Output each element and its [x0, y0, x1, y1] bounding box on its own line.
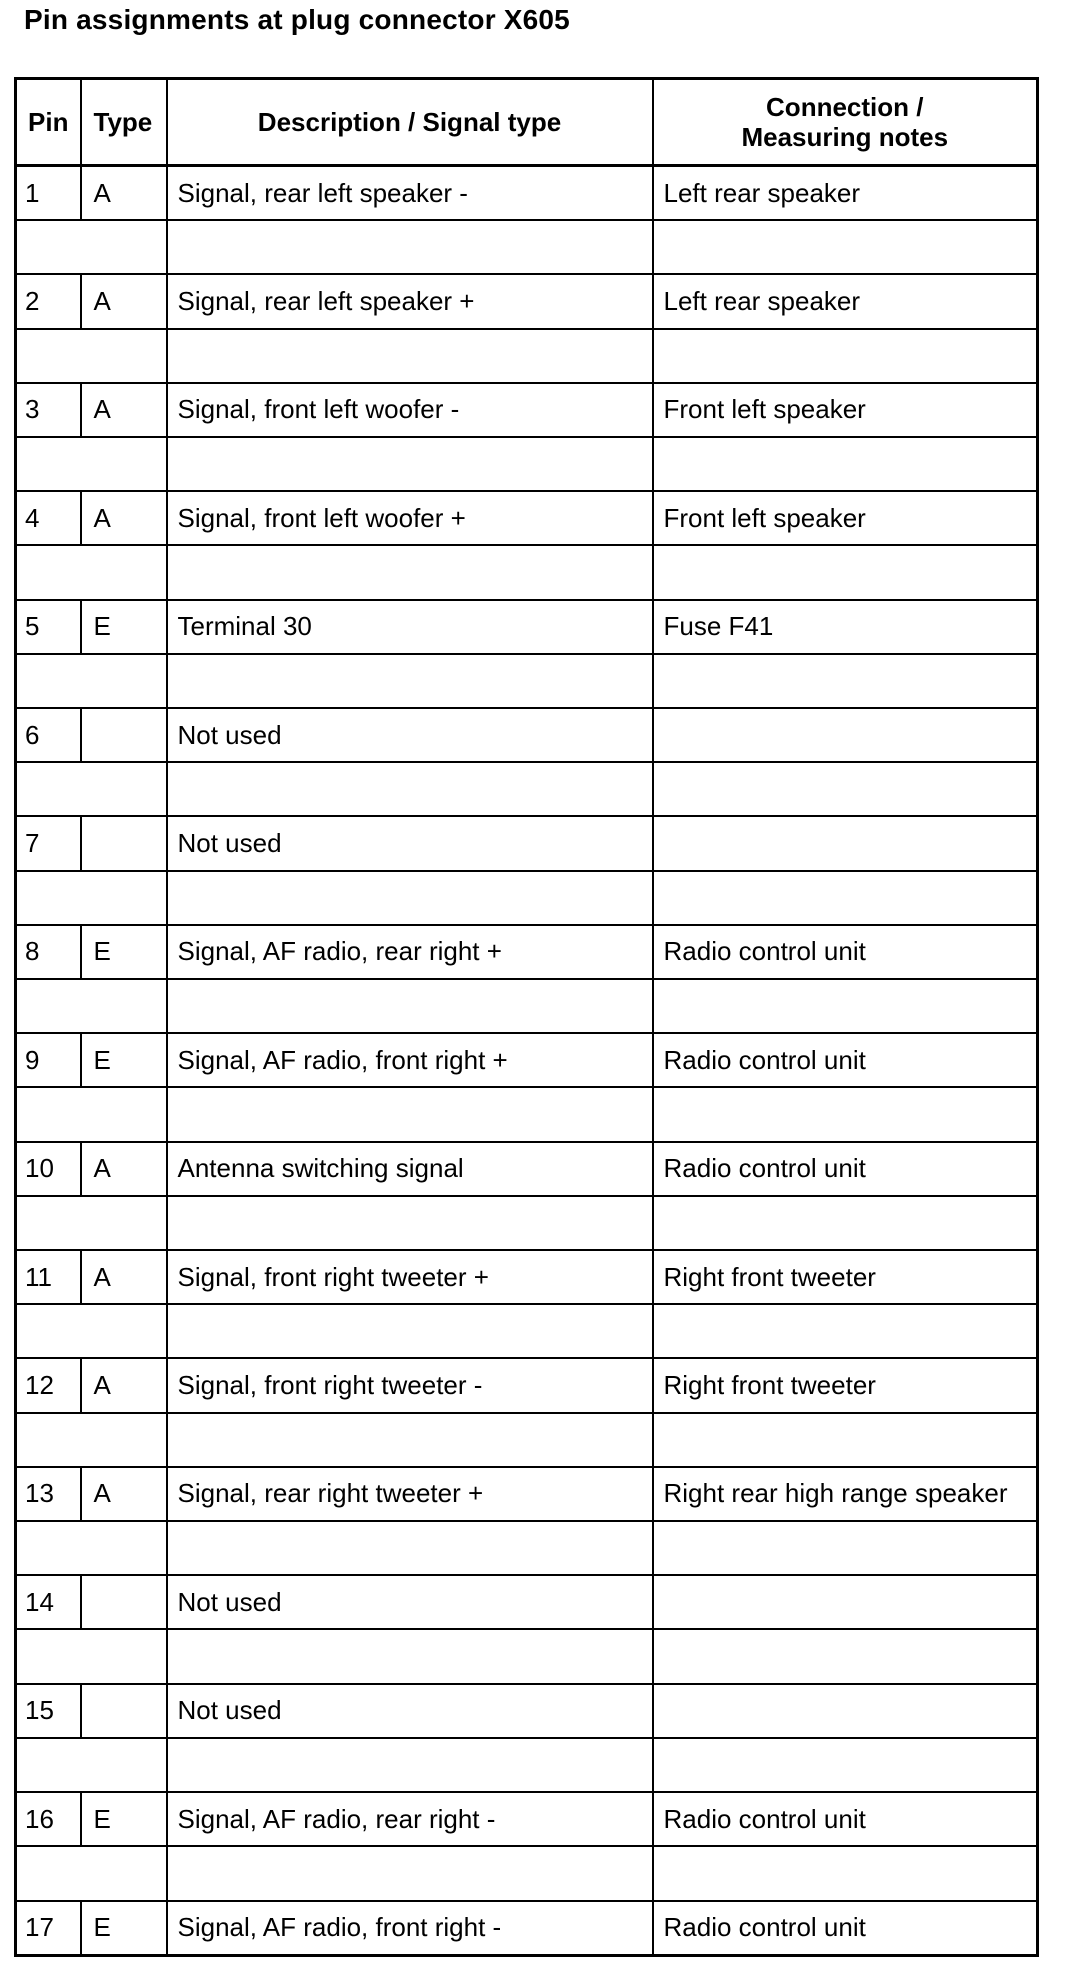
spacer-row	[16, 762, 1038, 816]
description-cell: Signal, front left woofer -	[167, 383, 653, 437]
pin-cell: 3	[16, 383, 81, 437]
empty-cell	[653, 654, 1038, 708]
pin-cell: 7	[16, 816, 81, 870]
table-row	[16, 708, 1038, 762]
empty-cell	[81, 762, 167, 816]
header-pin: Pin	[16, 79, 81, 166]
connection-cell: Right front tweeter	[653, 1358, 1038, 1412]
empty-cell	[81, 545, 167, 599]
header-connection-line1: Connection /	[766, 92, 924, 122]
spacer-row	[16, 437, 1038, 491]
spacer-row	[16, 545, 1038, 599]
table-row	[16, 1250, 1038, 1304]
empty-cell	[81, 1087, 167, 1141]
spacer-row	[16, 329, 1038, 383]
empty-cell	[81, 1304, 167, 1358]
connection-cell: Front left speaker	[653, 383, 1038, 437]
empty-cell	[167, 1738, 653, 1792]
empty-cell	[653, 1413, 1038, 1467]
empty-cell	[653, 1846, 1038, 1900]
empty-cell	[167, 762, 653, 816]
empty-cell	[16, 1629, 81, 1683]
connection-cell: Fuse F41	[653, 600, 1038, 654]
table-row	[16, 383, 1038, 437]
connection-cell: Left rear speaker	[653, 274, 1038, 328]
empty-cell	[653, 1087, 1038, 1141]
empty-cell	[16, 762, 81, 816]
type-cell: A	[81, 1142, 167, 1196]
empty-cell	[167, 220, 653, 274]
empty-cell	[16, 1521, 81, 1575]
empty-cell	[16, 545, 81, 599]
description-cell: Not used	[167, 1684, 653, 1738]
empty-cell	[167, 654, 653, 708]
header-description: Description / Signal type	[167, 79, 653, 166]
empty-cell	[81, 871, 167, 925]
page-title: Pin assignments at plug connector X605	[24, 4, 570, 35]
empty-cell	[167, 1304, 653, 1358]
empty-cell	[167, 1521, 653, 1575]
pin-cell: 17	[16, 1901, 81, 1956]
connection-cell	[653, 1684, 1038, 1738]
table-row	[16, 1033, 1038, 1087]
type-cell: A	[81, 491, 167, 545]
empty-cell	[16, 871, 81, 925]
connection-cell: Radio control unit	[653, 1142, 1038, 1196]
spacer-row	[16, 1738, 1038, 1792]
pin-cell: 9	[16, 1033, 81, 1087]
type-cell	[81, 816, 167, 870]
empty-cell	[16, 1304, 81, 1358]
type-cell	[81, 1684, 167, 1738]
pin-cell: 12	[16, 1358, 81, 1412]
connection-cell	[653, 816, 1038, 870]
empty-cell	[653, 1304, 1038, 1358]
pin-assignment-table	[14, 77, 1039, 1957]
table-row	[16, 816, 1038, 870]
connection-cell	[653, 708, 1038, 762]
pin-cell: 15	[16, 1684, 81, 1738]
description-cell: Terminal 30	[167, 600, 653, 654]
table-row	[16, 1901, 1038, 1956]
description-cell: Antenna switching signal	[167, 1142, 653, 1196]
empty-cell	[167, 1629, 653, 1683]
type-cell: A	[81, 1358, 167, 1412]
empty-cell	[167, 1196, 653, 1250]
table-row	[16, 1142, 1038, 1196]
connection-cell: Front left speaker	[653, 491, 1038, 545]
connection-cell: Radio control unit	[653, 1901, 1038, 1956]
connection-cell: Radio control unit	[653, 1792, 1038, 1846]
type-cell: E	[81, 1792, 167, 1846]
type-cell: E	[81, 1901, 167, 1956]
table-row	[16, 1792, 1038, 1846]
connection-cell	[653, 1575, 1038, 1629]
table-row	[16, 274, 1038, 328]
empty-cell	[653, 1196, 1038, 1250]
spacer-row	[16, 871, 1038, 925]
table-row	[16, 1467, 1038, 1521]
empty-cell	[16, 654, 81, 708]
type-cell: E	[81, 1033, 167, 1087]
description-cell: Signal, front right tweeter -	[167, 1358, 653, 1412]
pin-cell: 13	[16, 1467, 81, 1521]
type-cell	[81, 708, 167, 762]
empty-cell	[167, 979, 653, 1033]
empty-cell	[653, 871, 1038, 925]
empty-cell	[653, 329, 1038, 383]
pin-cell: 16	[16, 1792, 81, 1846]
pin-cell: 11	[16, 1250, 81, 1304]
empty-cell	[167, 545, 653, 599]
description-cell: Signal, AF radio, rear right -	[167, 1792, 653, 1846]
description-cell: Not used	[167, 708, 653, 762]
type-cell: A	[81, 1467, 167, 1521]
type-cell: A	[81, 383, 167, 437]
empty-cell	[16, 1738, 81, 1792]
empty-cell	[16, 329, 81, 383]
type-cell: E	[81, 600, 167, 654]
table-row	[16, 1358, 1038, 1412]
empty-cell	[167, 1846, 653, 1900]
connection-cell: Right rear high range speaker	[653, 1467, 1038, 1521]
description-cell: Signal, rear left speaker +	[167, 274, 653, 328]
empty-cell	[81, 220, 167, 274]
pin-cell: 1	[16, 166, 81, 221]
empty-cell	[81, 1846, 167, 1900]
connection-cell: Right front tweeter	[653, 1250, 1038, 1304]
empty-cell	[653, 1521, 1038, 1575]
header-type: Type	[81, 79, 167, 166]
table-body	[16, 166, 1038, 1956]
pin-cell: 4	[16, 491, 81, 545]
connection-cell: Radio control unit	[653, 1033, 1038, 1087]
type-cell: E	[81, 925, 167, 979]
pin-cell: 10	[16, 1142, 81, 1196]
description-cell: Signal, rear right tweeter +	[167, 1467, 653, 1521]
empty-cell	[16, 437, 81, 491]
table-row	[16, 1575, 1038, 1629]
description-cell: Signal, AF radio, rear right +	[167, 925, 653, 979]
pin-cell: 14	[16, 1575, 81, 1629]
empty-cell	[81, 329, 167, 383]
table-row	[16, 600, 1038, 654]
spacer-row	[16, 1196, 1038, 1250]
empty-cell	[653, 437, 1038, 491]
table-row	[16, 1684, 1038, 1738]
empty-cell	[16, 1846, 81, 1900]
empty-cell	[81, 654, 167, 708]
description-cell: Not used	[167, 816, 653, 870]
empty-cell	[167, 1087, 653, 1141]
pin-cell: 6	[16, 708, 81, 762]
table-row	[16, 491, 1038, 545]
connection-cell: Radio control unit	[653, 925, 1038, 979]
table-row	[16, 166, 1038, 221]
empty-cell	[16, 220, 81, 274]
pin-cell: 8	[16, 925, 81, 979]
spacer-row	[16, 1087, 1038, 1141]
spacer-row	[16, 1413, 1038, 1467]
empty-cell	[16, 979, 81, 1033]
empty-cell	[16, 1196, 81, 1250]
spacer-row	[16, 654, 1038, 708]
type-cell: A	[81, 274, 167, 328]
type-cell: A	[81, 1250, 167, 1304]
description-cell: Signal, front left woofer +	[167, 491, 653, 545]
spacer-row	[16, 1846, 1038, 1900]
connection-cell: Left rear speaker	[653, 166, 1038, 221]
type-cell	[81, 1575, 167, 1629]
empty-cell	[81, 1196, 167, 1250]
spacer-row	[16, 1304, 1038, 1358]
empty-cell	[81, 1521, 167, 1575]
table-row	[16, 925, 1038, 979]
pin-cell: 2	[16, 274, 81, 328]
spacer-row	[16, 1629, 1038, 1683]
empty-cell	[653, 1738, 1038, 1792]
description-cell: Signal, AF radio, front right -	[167, 1901, 653, 1956]
empty-cell	[653, 220, 1038, 274]
spacer-row	[16, 979, 1038, 1033]
empty-cell	[653, 762, 1038, 816]
empty-cell	[81, 979, 167, 1033]
pin-cell: 5	[16, 600, 81, 654]
header-connection-line2: Measuring notes	[741, 122, 949, 152]
empty-cell	[167, 329, 653, 383]
description-cell: Signal, front right tweeter +	[167, 1250, 653, 1304]
empty-cell	[167, 871, 653, 925]
table-header-row	[16, 79, 1038, 166]
empty-cell	[16, 1087, 81, 1141]
spacer-row	[16, 220, 1038, 274]
empty-cell	[81, 1413, 167, 1467]
empty-cell	[653, 545, 1038, 599]
empty-cell	[167, 1413, 653, 1467]
description-cell: Signal, rear left speaker -	[167, 166, 653, 221]
empty-cell	[81, 1629, 167, 1683]
spacer-row	[16, 1521, 1038, 1575]
empty-cell	[16, 1413, 81, 1467]
header-connection	[653, 79, 1038, 166]
description-cell: Not used	[167, 1575, 653, 1629]
empty-cell	[167, 437, 653, 491]
empty-cell	[653, 979, 1038, 1033]
empty-cell	[81, 1738, 167, 1792]
description-cell: Signal, AF radio, front right +	[167, 1033, 653, 1087]
type-cell: A	[81, 166, 167, 221]
empty-cell	[653, 1629, 1038, 1683]
empty-cell	[81, 437, 167, 491]
